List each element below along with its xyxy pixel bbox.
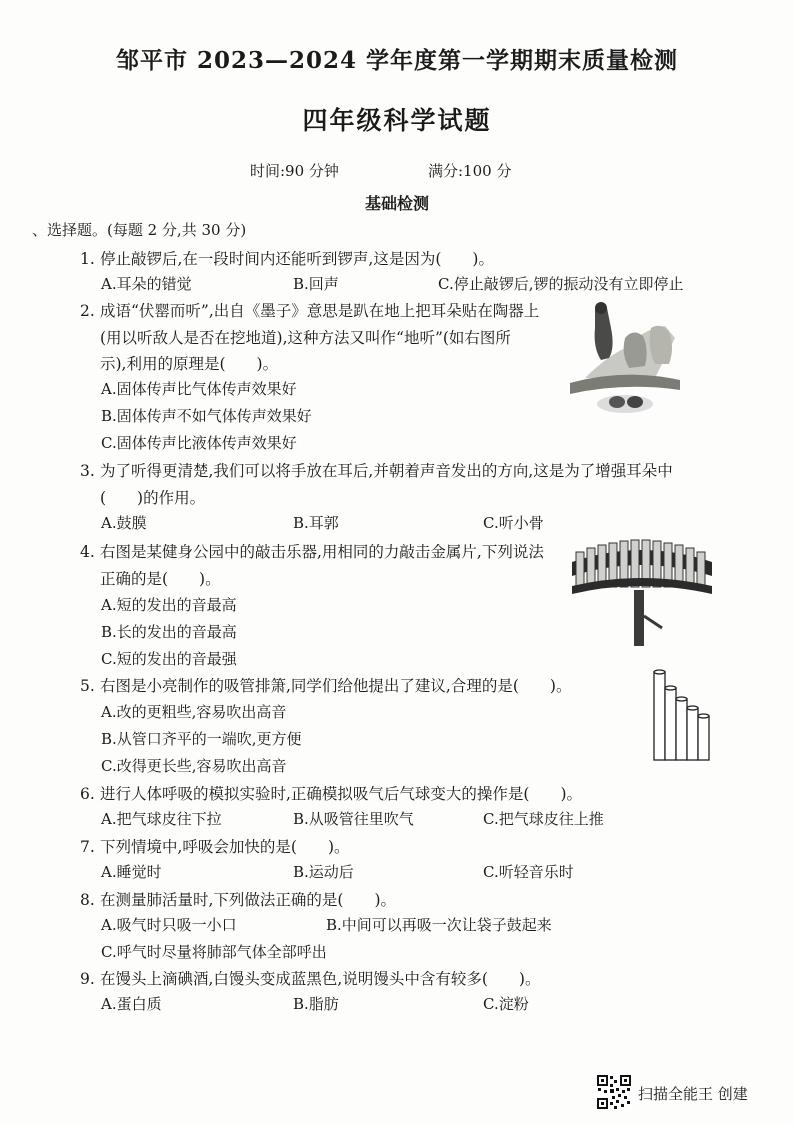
exam-time: 时间:90 分钟	[250, 162, 339, 180]
exam-score: 满分:100 分	[428, 162, 512, 180]
metallophone-illustration	[566, 536, 716, 648]
q8-option-b: B.中间可以再吸一次让袋子鼓起来	[326, 916, 552, 934]
question-8: 8. 在测量肺活量时,下列做法正确的是( )。	[80, 891, 397, 909]
q4-option-a: A.短的发出的音最高	[101, 596, 237, 614]
q5-option-a: A.改的更粗些,容易吹出高音	[101, 703, 287, 721]
qr-code-icon[interactable]	[596, 1074, 632, 1110]
q4-option-c: C.短的发出的音最强	[101, 650, 237, 668]
q7-option-c: C.听轻音乐时	[483, 863, 574, 881]
q6-option-a: A.把气球皮往下拉	[101, 810, 222, 828]
q3-option-a: A.鼓膜	[101, 514, 147, 532]
q2-option-c: C.固体传声比液体传声效果好	[101, 434, 297, 452]
question-5: 5. 右图是小亮制作的吸管排箫,同学们给他提出了建议,合理的是( )。	[80, 677, 572, 695]
question-6: 6. 进行人体呼吸的模拟实验时,正确模拟吸气后气球变大的操作是( )。	[80, 785, 583, 803]
q7-option-b: B.运动后	[293, 863, 354, 881]
section-heading: 基础检测	[364, 194, 429, 213]
question-2-line-3: 示),利用的原理是( )。	[100, 355, 279, 373]
q1-option-b: B.回声	[293, 275, 339, 293]
q2-option-a: A.固体传声比气体传声效果好	[101, 380, 297, 398]
q7-option-a: A.睡觉时	[101, 863, 162, 881]
q8-option-c: C.呼气时尽量将肺部气体全部呼出	[101, 943, 327, 961]
scanner-watermark: 扫描全能王 创建	[638, 1085, 748, 1103]
question-7: 7. 下列情境中,呼吸会加快的是( )。	[80, 838, 350, 856]
question-4: 4. 右图是某健身公园中的敲击乐器,用相同的力敲击金属片,下列说法	[80, 543, 544, 561]
question-2: 2. 成语“伏罂而听”,出自《墨子》意思是趴在地上把耳朵贴在陶器上	[80, 302, 540, 320]
q5-option-b: B.从管口齐平的一端吹,更方便	[101, 730, 302, 748]
q5-option-c: C.改得更长些,容易吹出高音	[101, 757, 287, 775]
listening-figure-illustration	[565, 298, 685, 422]
q1-option-c: C.停止敲锣后,锣的振动没有立即停止	[438, 275, 684, 293]
question-9: 9. 在馒头上滴碘酒,白馒头变成蓝黑色,说明馒头中含有较多( )。	[80, 970, 541, 988]
part-heading: 、选择题。(每题 2 分,共 30 分)	[32, 221, 247, 239]
q6-option-b: B.从吸管往里吹气	[293, 810, 414, 828]
q3-option-b: B.耳郭	[293, 514, 339, 532]
q1-option-a: A.耳朵的错觉	[101, 275, 192, 293]
exam-title: 邹平市 2023—2024 学年度第一学期期末质量检测	[115, 47, 679, 74]
q2-option-b: B.固体传声不如气体传声效果好	[101, 407, 312, 425]
exam-subtitle: 四年级科学试题	[302, 106, 492, 135]
question-3-line-2: ( )的作用。	[100, 489, 206, 507]
question-2-line-2: (用以听敌人是否在挖地道),这种方法又叫作“地听”(如右图所	[100, 329, 511, 347]
straw-pan-pipes-illustration	[648, 666, 716, 762]
q4-option-b: B.长的发出的音最高	[101, 623, 237, 641]
q6-option-c: C.把气球皮往上推	[483, 810, 604, 828]
q9-option-b: B.脂肪	[293, 995, 339, 1013]
question-4-line-2: 正确的是( )。	[100, 570, 221, 588]
q8-option-a: A.吸气时只吸一小口	[101, 916, 237, 934]
question-1: 1. 停止敲锣后,在一段时间内还能听到锣声,这是因为( )。	[80, 250, 494, 268]
q9-option-c: C.淀粉	[483, 995, 529, 1013]
q3-option-c: C.听小骨	[483, 514, 544, 532]
question-3: 3. 为了听得更清楚,我们可以将手放在耳后,并朝着声音发出的方向,这是为了增强耳朵中	[80, 462, 673, 480]
q9-option-a: A.蛋白质	[101, 995, 162, 1013]
